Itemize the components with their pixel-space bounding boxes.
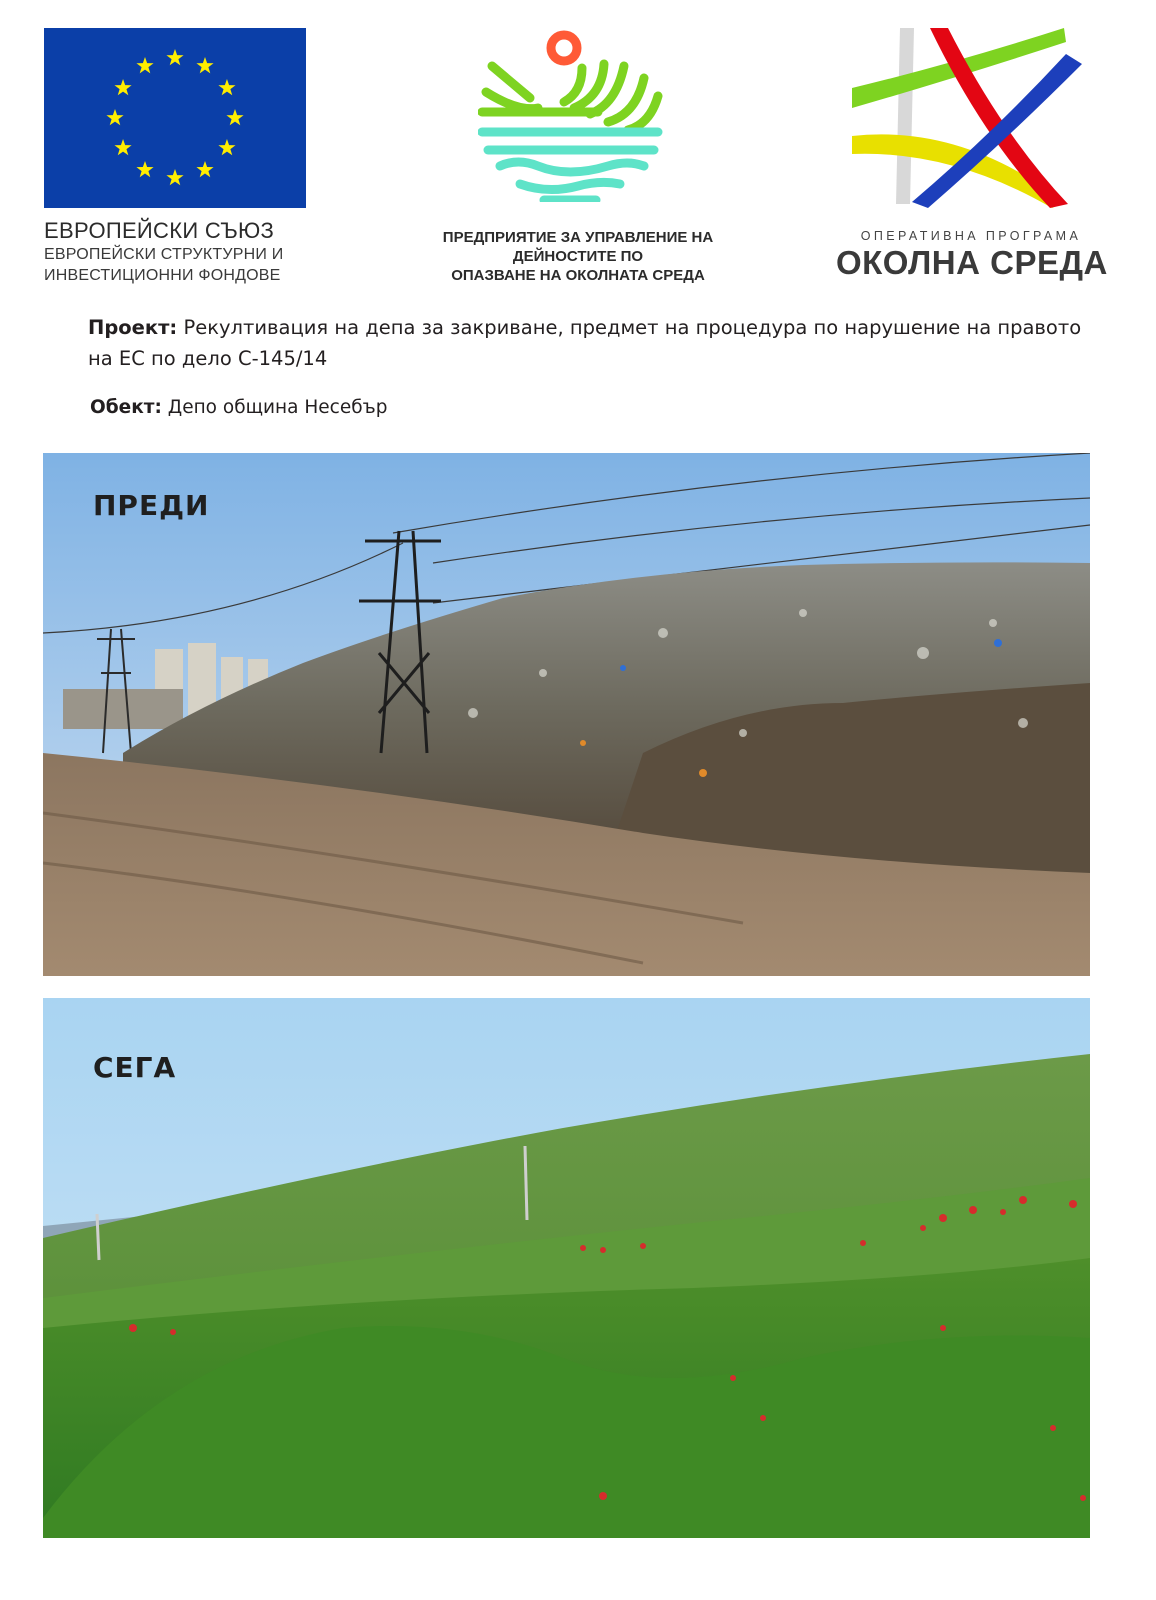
eu-star-icon: [226, 109, 243, 125]
object-description: [90, 394, 990, 422]
op-subtitle: ОПЕРАТИВНА ПРОГРАМА: [860, 229, 1082, 243]
eu-star-icon: [114, 79, 131, 95]
op-ribbons-icon: [852, 24, 1094, 216]
project-label: Проект:: [88, 316, 178, 339]
op-logo-text: [836, 228, 1106, 282]
object-text: Депо община Несебър: [161, 397, 388, 418]
eu-star-icon: [218, 79, 235, 95]
eu-star-icon: [166, 169, 183, 185]
eu-subtitle-line1: ЕВРОПЕЙСКИ СТРУКТУРНИ И: [44, 246, 284, 263]
eu-star-icon: [166, 49, 183, 65]
eu-flag-logo: [44, 28, 306, 208]
op-environment-logo: [852, 24, 1094, 216]
before-label: ПРЕДИ: [93, 489, 210, 522]
eu-title: ЕВРОПЕЙСКИ СЪЮЗ: [44, 218, 275, 243]
sun-waves-icon: [478, 26, 674, 202]
pudoos-logo: [478, 26, 674, 202]
eu-subtitle-line2: ИНВЕСТИЦИОННИ ФОНДОВЕ: [44, 267, 281, 284]
eu-logo-text: [44, 218, 344, 286]
eu-star-icon: [196, 161, 213, 177]
pudoos-line1: ПРЕДПРИЯТИЕ ЗА УПРАВЛЕНИЕ НА: [442, 229, 714, 246]
landfill-photo: [43, 453, 1090, 976]
pudoos-line3: ОПАЗВАНЕ НА ОКОЛНАТА СРЕДА: [451, 267, 705, 284]
eu-star-icon: [136, 57, 153, 73]
pudoos-logo-text: [410, 228, 746, 285]
green-hill-photo: [43, 998, 1090, 1538]
eu-star-icon: [218, 139, 235, 155]
project-description: [88, 312, 1088, 374]
eu-star-icon: [106, 109, 123, 125]
eu-star-icon: [114, 139, 131, 155]
photo-now-recultivated: [43, 998, 1090, 1538]
project-text: Рекултивация на депа за закриване, предмет на процедура по нарушение на правото на ЕС по дело С-145/14: [88, 316, 1082, 370]
object-label: Обект:: [90, 397, 162, 418]
now-label: СЕГА: [93, 1051, 177, 1084]
pudoos-line2: ДЕЙНОСТИТЕ ПО: [512, 248, 644, 265]
eu-star-icon: [196, 57, 213, 73]
op-title: ОКОЛНА СРЕДА: [836, 244, 1108, 281]
photo-before-landfill: [43, 453, 1090, 976]
eu-star-icon: [136, 161, 153, 177]
eu-stars-icon: [44, 28, 306, 208]
